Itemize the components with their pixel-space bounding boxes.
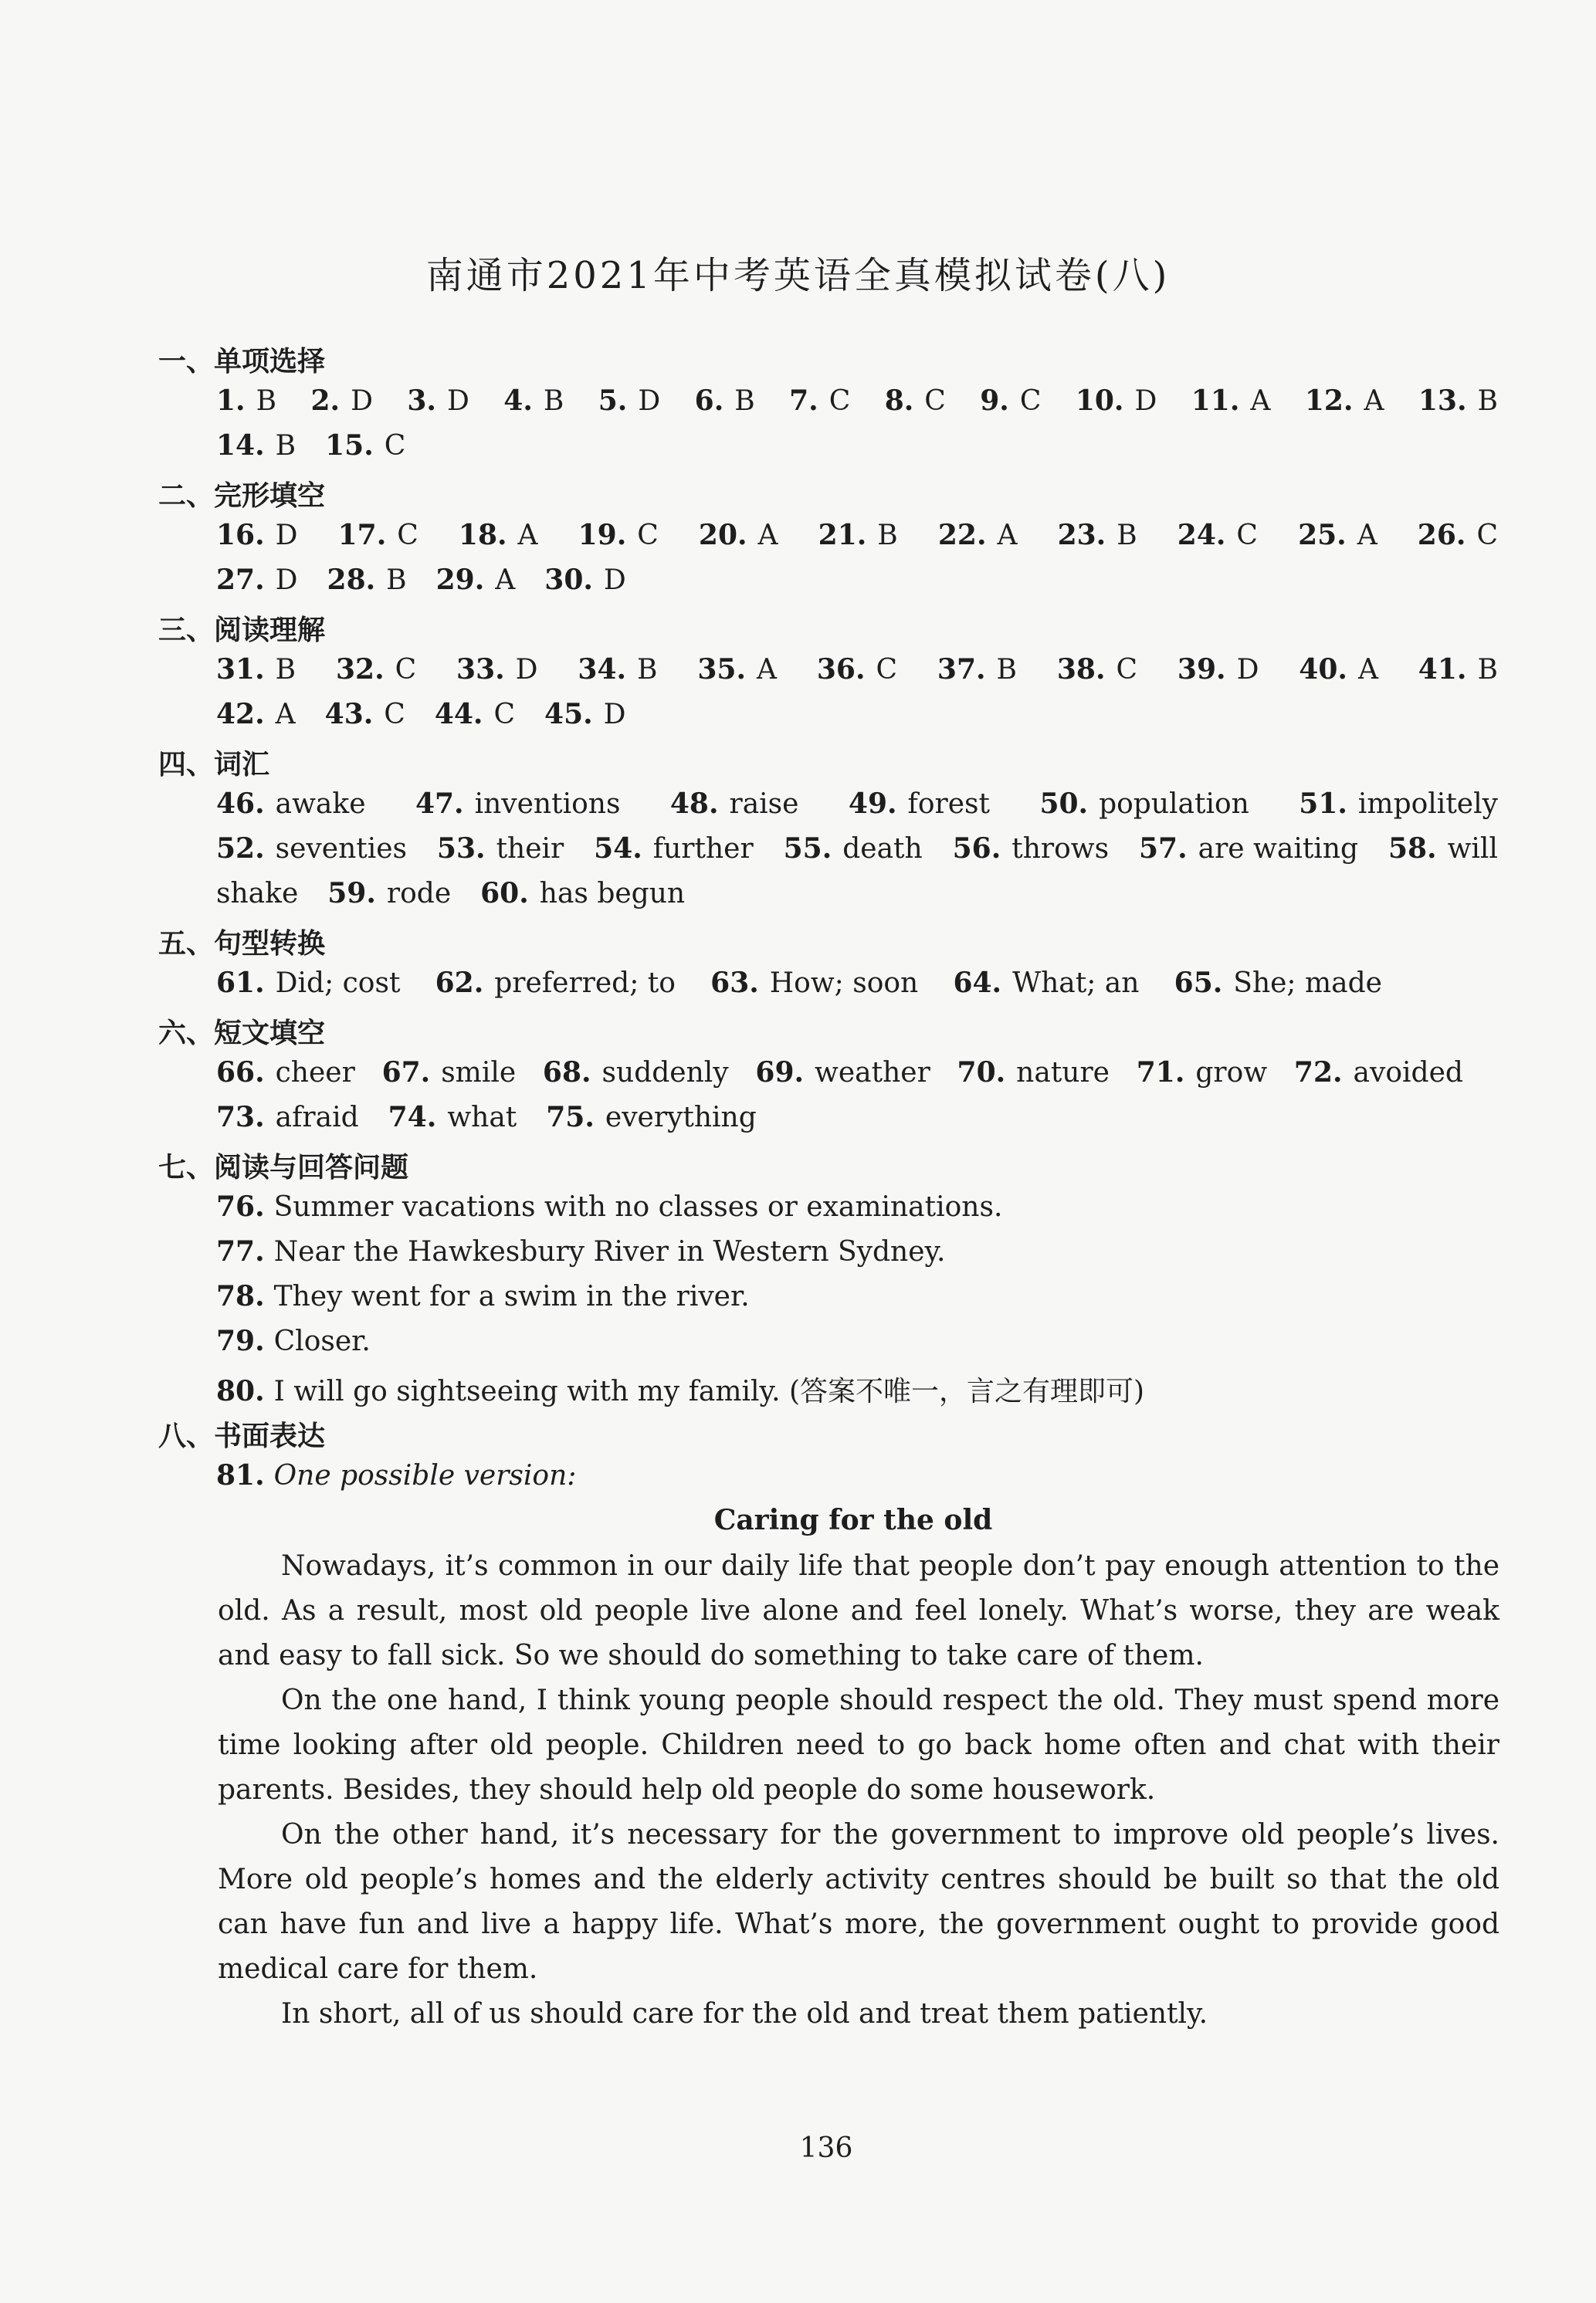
answer-value: afraid bbox=[275, 1102, 359, 1133]
qa-answer: 77. Near the Hawkesbury River in Western Sydney. bbox=[216, 1235, 946, 1268]
section-heading: 四、词汇 bbox=[158, 749, 270, 781]
section-heading: 七、阅读与回答问题 bbox=[158, 1152, 409, 1184]
answer-value: smile bbox=[441, 1057, 517, 1089]
question-number: 23. bbox=[1057, 519, 1106, 551]
answer-item bbox=[953, 967, 1139, 999]
section-heading: 三、阅读理解 bbox=[158, 615, 326, 646]
answer-value: what bbox=[447, 1102, 517, 1133]
answer-value: B bbox=[386, 564, 407, 596]
question-number: 30. bbox=[544, 564, 593, 596]
answer-item bbox=[1388, 832, 1498, 865]
question-number: 19. bbox=[578, 519, 627, 551]
answer-item bbox=[885, 384, 946, 417]
question-number: 31. bbox=[216, 653, 265, 686]
answer-value: suddenly bbox=[601, 1057, 729, 1089]
answer-value: avoided bbox=[1353, 1057, 1463, 1089]
question-number: 36. bbox=[816, 653, 866, 686]
question-number: 68. bbox=[542, 1056, 591, 1089]
answer-value: B bbox=[1117, 520, 1137, 551]
answer-value: B bbox=[543, 385, 564, 417]
question-number: 49. bbox=[848, 787, 897, 820]
answer-item bbox=[437, 832, 564, 865]
question-number: 17. bbox=[337, 519, 387, 551]
answer-value: rode bbox=[386, 878, 452, 909]
answer-value: C bbox=[1476, 520, 1498, 551]
answer-item bbox=[594, 832, 754, 865]
answer-value: A bbox=[757, 654, 777, 686]
essay-title: Caring for the old bbox=[713, 1504, 993, 1536]
question-number: 43. bbox=[324, 698, 374, 730]
answer-value: A bbox=[495, 564, 516, 596]
question-number: 61. bbox=[216, 967, 265, 999]
section-heading: 五、句型转换 bbox=[158, 928, 326, 960]
answer-row bbox=[216, 429, 1498, 462]
question-number: 22. bbox=[937, 519, 987, 551]
answer-item bbox=[216, 519, 298, 551]
question-number: 47. bbox=[415, 787, 464, 820]
answer-value: D bbox=[446, 385, 469, 417]
answer-value: A bbox=[757, 520, 778, 551]
answer-item bbox=[407, 384, 469, 417]
question-number: 63. bbox=[710, 967, 759, 999]
question-number: 4. bbox=[503, 384, 533, 417]
answer-item bbox=[1058, 519, 1137, 551]
question-number: 28. bbox=[327, 564, 376, 596]
answer-item bbox=[216, 384, 276, 417]
answer-value: D bbox=[275, 520, 298, 551]
answer-row bbox=[216, 564, 1498, 596]
answer-value: B bbox=[637, 654, 658, 686]
page-title: 南通市2021年中考英语全真模拟试卷(八) bbox=[425, 254, 1171, 297]
question-number: 38. bbox=[1056, 653, 1106, 686]
answer-item bbox=[216, 877, 298, 909]
question-number: 11. bbox=[1191, 384, 1240, 417]
answer-value: B bbox=[256, 385, 277, 417]
answer-value: preferred; to bbox=[494, 967, 676, 999]
answer-item bbox=[1298, 519, 1377, 551]
question-number: 27. bbox=[216, 564, 265, 596]
question-number: 41. bbox=[1418, 653, 1467, 686]
question-number: 71. bbox=[1136, 1056, 1185, 1089]
section-heading: 六、短文填空 bbox=[158, 1018, 326, 1049]
answer-row bbox=[216, 787, 1498, 820]
answer-item bbox=[216, 429, 296, 462]
question-number: 59. bbox=[327, 877, 376, 909]
qa-answer: 79. Closer. bbox=[216, 1325, 371, 1357]
answer-value: D bbox=[603, 564, 626, 596]
answer-row bbox=[216, 877, 1498, 909]
section-heading: 八、书面表达 bbox=[158, 1421, 326, 1452]
answer-item bbox=[216, 1101, 359, 1133]
question-number: 18. bbox=[458, 519, 507, 551]
answer-value: A bbox=[1357, 520, 1377, 551]
answer-item bbox=[849, 787, 990, 820]
question-number: 60. bbox=[480, 877, 529, 909]
answer-item bbox=[789, 384, 850, 417]
question-number: 73. bbox=[216, 1101, 265, 1133]
answer-item bbox=[1174, 967, 1382, 999]
answer-value: D bbox=[275, 564, 298, 596]
answer-value: D bbox=[603, 699, 626, 730]
question-number: 50. bbox=[1039, 787, 1089, 820]
question-number: 72. bbox=[1293, 1056, 1343, 1089]
answer-value: A bbox=[1357, 654, 1378, 686]
answer-value: C bbox=[924, 385, 946, 417]
question-number: 12. bbox=[1304, 384, 1354, 417]
answer-value: A bbox=[997, 520, 1018, 551]
answer-value: seventies bbox=[275, 833, 408, 865]
answer-value: their bbox=[496, 833, 564, 865]
question-number: 32. bbox=[335, 653, 385, 686]
question-number: 8. bbox=[884, 384, 914, 417]
answer-value: has begun bbox=[539, 878, 686, 909]
answer-item bbox=[543, 1056, 729, 1089]
answer-value: B bbox=[734, 385, 755, 417]
answer-value: population bbox=[1099, 788, 1249, 820]
question-number: 53. bbox=[436, 832, 486, 865]
answer-item bbox=[670, 787, 799, 820]
question-number: 14. bbox=[216, 429, 265, 462]
answer-value: weather bbox=[815, 1057, 930, 1089]
qa-answer: 78. They went for a swim in the river. bbox=[216, 1280, 750, 1312]
answer-item bbox=[1039, 787, 1249, 820]
essay-paragraph: In short, all of us should care for the old and treat them patiently. bbox=[281, 1998, 1208, 2030]
answer-item bbox=[503, 384, 564, 417]
answer-value: awake bbox=[275, 788, 366, 820]
answer-item bbox=[456, 653, 538, 686]
answer-value: inventions bbox=[474, 788, 621, 820]
question-number: 34. bbox=[578, 653, 627, 686]
answer-value: D bbox=[1236, 654, 1259, 686]
answer-item bbox=[436, 564, 516, 596]
question-number: 7. bbox=[789, 384, 818, 417]
writing-label: 81. One possible version: bbox=[216, 1459, 577, 1492]
answer-value: C bbox=[1116, 654, 1138, 686]
answer-value: C bbox=[876, 654, 898, 686]
question-number: 56. bbox=[952, 832, 1001, 865]
answer-item bbox=[544, 564, 626, 596]
question-number: 57. bbox=[1138, 832, 1188, 865]
question-number: 6. bbox=[694, 384, 724, 417]
answer-item bbox=[784, 832, 923, 865]
answer-item bbox=[435, 967, 676, 999]
question-number: 3. bbox=[407, 384, 436, 417]
answer-value: will bbox=[1447, 833, 1498, 865]
answer-value: cheer bbox=[275, 1057, 355, 1089]
answer-item bbox=[1057, 653, 1137, 686]
answer-item bbox=[1076, 384, 1157, 417]
answer-value: shake bbox=[216, 878, 299, 909]
answer-value: B bbox=[996, 654, 1018, 686]
answer-value: C bbox=[397, 520, 418, 551]
question-number: 21. bbox=[818, 519, 867, 551]
answer-item bbox=[216, 698, 296, 730]
question-number: 69. bbox=[755, 1056, 805, 1089]
question-number: 44. bbox=[434, 698, 483, 730]
answer-value: B bbox=[1477, 654, 1498, 686]
question-number: 15. bbox=[325, 429, 374, 462]
answer-value: A bbox=[1250, 385, 1271, 417]
answer-item bbox=[817, 653, 897, 686]
answer-item bbox=[216, 967, 400, 999]
question-number: 46. bbox=[216, 787, 265, 820]
question-number: 29. bbox=[435, 564, 485, 596]
question-number: 9. bbox=[980, 384, 1009, 417]
answer-item bbox=[1418, 653, 1498, 686]
answer-value: B bbox=[877, 520, 898, 551]
answer-item bbox=[598, 384, 660, 417]
question-number: 13. bbox=[1418, 384, 1467, 417]
answer-item bbox=[938, 519, 1018, 551]
answer-item bbox=[546, 1101, 757, 1133]
question-number: 26. bbox=[1417, 519, 1466, 551]
question-number: 75. bbox=[546, 1101, 595, 1133]
answer-item bbox=[216, 787, 366, 820]
answer-row bbox=[216, 967, 1382, 999]
answer-value: throws bbox=[1011, 833, 1110, 865]
answer-item bbox=[435, 698, 515, 730]
question-number: 65. bbox=[1174, 967, 1223, 999]
question-number: 10. bbox=[1075, 384, 1124, 417]
answer-item bbox=[1299, 787, 1498, 820]
answer-item bbox=[1139, 832, 1358, 865]
answer-item bbox=[980, 384, 1041, 417]
question-number: 40. bbox=[1299, 653, 1347, 686]
question-number: 62. bbox=[435, 967, 484, 999]
page-number: 136 bbox=[799, 2132, 853, 2164]
answer-row bbox=[216, 698, 1498, 730]
answer-value: C bbox=[384, 699, 405, 730]
answer-value: A bbox=[1364, 385, 1384, 417]
answer-item bbox=[697, 653, 777, 686]
answer-value: further bbox=[652, 833, 754, 865]
answer-item bbox=[1178, 519, 1258, 551]
answer-value: What; an bbox=[1012, 967, 1140, 999]
answer-value: C bbox=[828, 385, 851, 417]
answer-item bbox=[327, 877, 451, 909]
question-number: 70. bbox=[957, 1056, 1006, 1089]
answer-item bbox=[382, 1056, 517, 1089]
answer-item bbox=[216, 564, 298, 596]
answer-value: are waiting bbox=[1198, 833, 1359, 865]
answer-item bbox=[957, 1056, 1110, 1089]
answer-item bbox=[1191, 384, 1271, 417]
answer-item bbox=[327, 564, 407, 596]
answer-value: Did; cost bbox=[275, 967, 401, 999]
qa-answer: 76. Summer vacations with no classes or examinations. bbox=[216, 1190, 1003, 1223]
essay-paragraph: Nowadays, it’s common in our daily life that people don’t pay enough attention to the old. As a result, most old people live alone and feel lonely. What’s worse, they are weak and easy to fall sick. So we should do something to take care of them. bbox=[218, 1550, 1499, 1671]
question-number: 16. bbox=[216, 519, 265, 551]
answer-item bbox=[216, 653, 296, 686]
answer-item bbox=[1137, 1056, 1267, 1089]
answer-item bbox=[755, 1056, 930, 1089]
answer-item bbox=[1305, 384, 1384, 417]
answer-value: D bbox=[515, 654, 538, 686]
answer-value: B bbox=[275, 430, 296, 462]
answer-item bbox=[699, 519, 778, 551]
question-number: 35. bbox=[697, 653, 746, 686]
answer-value: impolitely bbox=[1357, 788, 1498, 820]
answer-value: A bbox=[517, 520, 538, 551]
answer-row bbox=[216, 519, 1498, 551]
answer-item bbox=[216, 832, 407, 865]
answer-item bbox=[695, 384, 755, 417]
question-number: 37. bbox=[937, 653, 986, 686]
question-number: 20. bbox=[698, 519, 747, 551]
answer-item bbox=[1294, 1056, 1463, 1089]
answer-item bbox=[336, 653, 416, 686]
answer-value: grow bbox=[1195, 1057, 1268, 1089]
answer-row bbox=[216, 384, 1498, 417]
question-number: 5. bbox=[598, 384, 628, 417]
answer-item bbox=[937, 653, 1017, 686]
essay-paragraph: On the one hand, I think young people should respect the old. They must spend more time looking after old people. Children need to go back home often and chat with their parents. Besides, they should help old people do some housework. bbox=[218, 1685, 1499, 1806]
answer-row bbox=[216, 1056, 1463, 1089]
answer-value: death bbox=[842, 833, 923, 865]
question-number: 66. bbox=[216, 1056, 265, 1089]
answer-item bbox=[325, 698, 405, 730]
answer-value: C bbox=[493, 699, 516, 730]
question-number: 2. bbox=[310, 384, 341, 417]
answer-item bbox=[310, 384, 372, 417]
question-number: 24. bbox=[1177, 519, 1226, 551]
question-number: 54. bbox=[594, 832, 642, 865]
answer-item bbox=[710, 967, 918, 999]
question-number: 55. bbox=[783, 832, 832, 865]
answer-row bbox=[216, 1101, 1498, 1133]
question-number: 25. bbox=[1298, 519, 1347, 551]
question-number: 33. bbox=[456, 653, 505, 686]
answer-value: forest bbox=[907, 788, 990, 820]
question-number: 1. bbox=[216, 384, 246, 417]
answer-item bbox=[544, 698, 626, 730]
section-heading: 二、完形填空 bbox=[158, 480, 326, 512]
answer-item bbox=[388, 1101, 517, 1133]
answer-item bbox=[953, 832, 1109, 865]
answer-item bbox=[578, 653, 657, 686]
question-number: 48. bbox=[669, 787, 719, 820]
answer-value: D bbox=[351, 385, 373, 417]
answer-item bbox=[415, 787, 620, 820]
answer-item bbox=[338, 519, 418, 551]
qa-answer: 80. I will go sightseeing with my family. (答案不唯一，言之有理即可) bbox=[216, 1375, 1145, 1407]
answer-item bbox=[325, 429, 405, 462]
answer-value: C bbox=[1019, 385, 1042, 417]
answer-value: D bbox=[1134, 385, 1157, 417]
question-number: 39. bbox=[1177, 653, 1226, 686]
answer-item bbox=[1418, 384, 1498, 417]
answer-row bbox=[216, 832, 1498, 865]
answer-item bbox=[459, 519, 538, 551]
question-number: 45. bbox=[544, 698, 593, 730]
answer-value: C bbox=[637, 520, 659, 551]
answer-row bbox=[216, 653, 1498, 686]
question-number: 64. bbox=[953, 967, 1002, 999]
question-number: 51. bbox=[1299, 787, 1347, 820]
answer-value: A bbox=[275, 699, 296, 730]
answer-value: D bbox=[638, 385, 661, 417]
answer-item bbox=[1299, 653, 1378, 686]
question-number: 52. bbox=[216, 832, 265, 865]
question-number: 67. bbox=[381, 1056, 431, 1089]
answer-item bbox=[480, 877, 685, 909]
question-number: 74. bbox=[388, 1101, 437, 1133]
answer-item bbox=[818, 519, 898, 551]
question-number: 42. bbox=[216, 698, 265, 730]
section-heading: 一、单项选择 bbox=[158, 346, 326, 378]
answer-value: B bbox=[275, 654, 296, 686]
answer-value: nature bbox=[1016, 1057, 1110, 1089]
question-number: 58. bbox=[1388, 832, 1437, 865]
answer-item bbox=[216, 1056, 355, 1089]
answer-value: C bbox=[384, 430, 406, 462]
essay-paragraph: On the other hand, it’s necessary for the government to improve old people’s lives. More old people’s homes and the elderly activity centres should be built so that the old can have fun and live a happy life. What’s more, the government ought to provide good medical care for them. bbox=[218, 1819, 1499, 1985]
answer-value: C bbox=[395, 654, 417, 686]
answer-value: everything bbox=[605, 1102, 757, 1133]
answer-value: She; made bbox=[1233, 967, 1382, 999]
answer-value: C bbox=[1236, 520, 1258, 551]
answer-value: raise bbox=[729, 788, 799, 820]
answer-item bbox=[1418, 519, 1498, 551]
answer-value: How; soon bbox=[769, 967, 919, 999]
answer-item bbox=[578, 519, 659, 551]
answer-item bbox=[1178, 653, 1259, 686]
answer-value: B bbox=[1477, 385, 1498, 417]
